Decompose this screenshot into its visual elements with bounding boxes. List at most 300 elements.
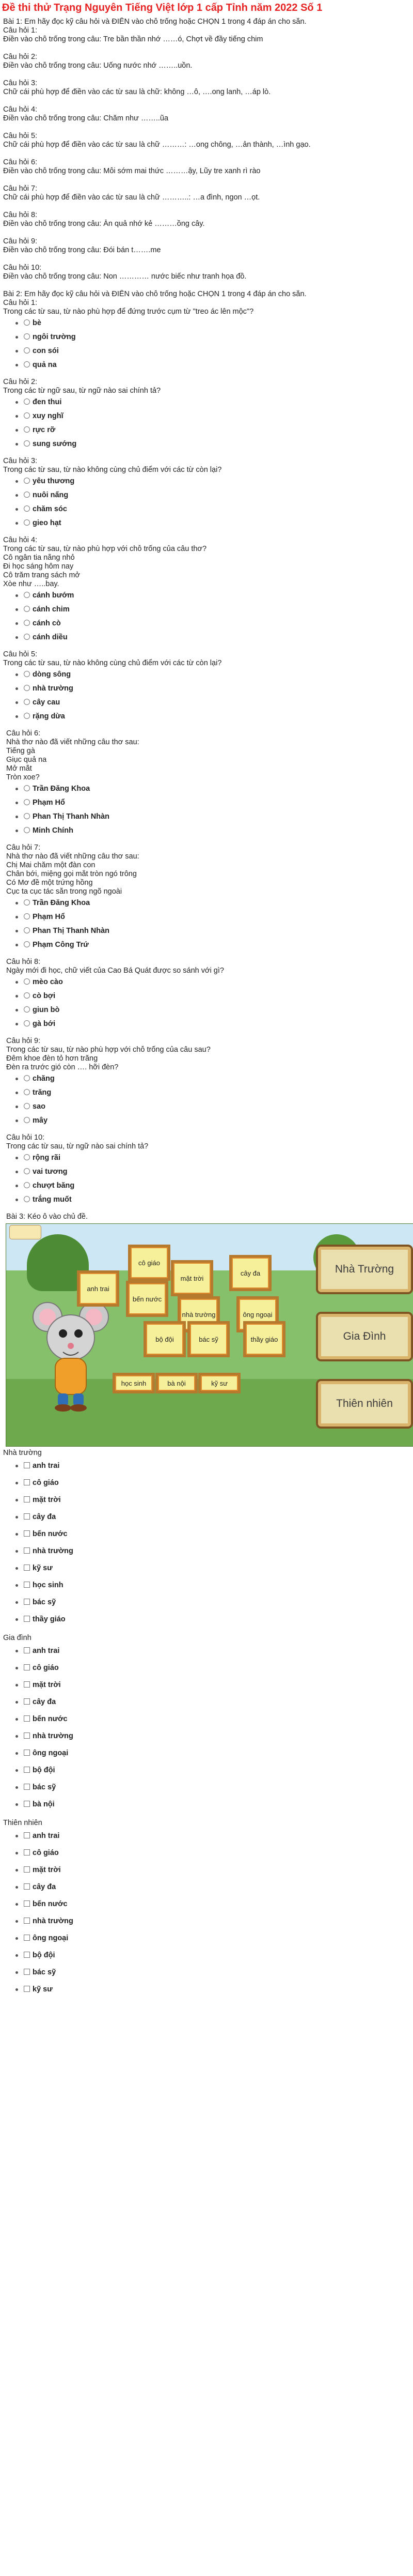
topic-checkbox-item[interactable] xyxy=(0,1526,413,1543)
answer-option[interactable] xyxy=(0,409,413,423)
checkbox-icon[interactable] xyxy=(24,1565,30,1571)
answer-options xyxy=(0,1072,413,1128)
checkbox-label: bến nước xyxy=(33,1715,68,1723)
topic-checkbox-item[interactable] xyxy=(0,1543,413,1560)
answer-option[interactable] xyxy=(0,975,413,989)
checkbox-label: anh trai xyxy=(33,1832,60,1840)
radio-icon[interactable] xyxy=(24,713,30,719)
draggable-word-tile[interactable]: cây đa xyxy=(229,1255,272,1291)
question-label: Câu hỏi 2: xyxy=(3,378,38,386)
question-text: Trong các từ sau, từ ngữ nào sai chính tả? xyxy=(6,1142,149,1151)
question-text: Điền vào chỗ trống trong câu: Uống nước nhớ ……..uồn. xyxy=(3,62,193,70)
question-text: Trong các từ ngữ sau, từ ngữ nào sai chính tả? xyxy=(3,387,161,395)
answer-option[interactable] xyxy=(0,344,413,358)
question-text: Điền vào chỗ trống trong câu: Chăm như ……..ũa xyxy=(3,114,169,122)
topic-checkbox-item[interactable] xyxy=(0,1762,413,1779)
question-label: Câu hỏi 8: xyxy=(3,211,38,219)
question-label: Câu hỏi 3: xyxy=(3,457,38,465)
question-label: Câu hỏi 1: xyxy=(3,299,38,307)
checkbox-label: anh trai xyxy=(33,1462,60,1470)
answer-options xyxy=(0,896,413,952)
topic-checkbox-item[interactable] xyxy=(0,1930,413,1947)
answer-option[interactable] xyxy=(0,810,413,824)
question-text: Cô ngân tia nắng nhỏ xyxy=(3,554,75,562)
checkbox-icon[interactable] xyxy=(24,1952,30,1958)
checkbox-label: cây đa xyxy=(33,1698,56,1706)
radio-icon[interactable] xyxy=(24,827,30,833)
answer-option[interactable] xyxy=(0,924,413,938)
answer-option-label: nhà trường xyxy=(33,684,73,693)
answer-option-label: cò bợi xyxy=(33,992,56,1000)
answer-option-label: sao xyxy=(33,1102,45,1111)
radio-icon[interactable] xyxy=(24,620,30,626)
topic-checkbox-item[interactable] xyxy=(0,1577,413,1594)
question-text: Đèn ra trước gió còn …. hỡi đèn? xyxy=(6,1063,119,1071)
answer-option-label: gieo hạt xyxy=(33,519,61,527)
checkbox-icon[interactable] xyxy=(24,1849,30,1856)
question-label: Câu hỏi 3: xyxy=(3,79,38,87)
question-text: Trong các từ sau, từ nào phù hợp với chỗ trống của câu sau? xyxy=(6,1046,211,1054)
topic-checkbox-item[interactable] xyxy=(0,1611,413,1628)
radio-icon[interactable] xyxy=(24,519,30,526)
radio-icon[interactable] xyxy=(24,426,30,433)
question-block xyxy=(0,536,413,645)
topic-checkbox-item[interactable] xyxy=(0,1694,413,1711)
topic-checkbox-item[interactable] xyxy=(0,1728,413,1745)
topic-checkbox-item[interactable] xyxy=(0,1845,413,1862)
answer-option-label: gà bới xyxy=(33,1020,56,1028)
checkbox-label: nhà trường xyxy=(33,1732,73,1740)
drop-target-topic[interactable]: Gia Đình xyxy=(316,1312,413,1361)
question-text: Đi học sáng hôm nay xyxy=(3,562,74,571)
radio-icon[interactable] xyxy=(24,478,30,484)
checkbox-icon[interactable] xyxy=(24,1866,30,1873)
checkbox-label: học sinh xyxy=(33,1581,63,1589)
answer-option-label: con sói xyxy=(33,347,59,355)
draggable-word-tile[interactable]: bà nội xyxy=(155,1373,198,1393)
answer-option[interactable] xyxy=(0,896,413,910)
radio-icon[interactable] xyxy=(24,699,30,705)
topic-checkbox-item[interactable] xyxy=(0,1475,413,1492)
radio-icon[interactable] xyxy=(24,1020,30,1026)
radio-icon[interactable] xyxy=(24,1089,30,1095)
radio-icon[interactable] xyxy=(24,899,30,906)
radio-icon[interactable] xyxy=(24,440,30,447)
radio-icon[interactable] xyxy=(24,347,30,354)
radio-icon[interactable] xyxy=(24,1117,30,1123)
radio-icon[interactable] xyxy=(24,992,30,999)
question-text: Ngày mới đi học, chữ viết của Cao Bá Quát được so sánh với gì? xyxy=(6,967,224,975)
question-text: Chữ cái phù hợp để điền vào các từ sau là chữ ………..: …a đình, ngon …ọt. xyxy=(3,193,260,202)
question-text: Trong các từ sau, từ nào không cùng chủ điểm với các từ còn lại? xyxy=(3,466,222,474)
radio-icon[interactable] xyxy=(24,634,30,640)
radio-icon[interactable] xyxy=(24,333,30,340)
checkbox-label: cô giáo xyxy=(33,1664,59,1672)
answer-option[interactable] xyxy=(0,488,413,502)
answer-option[interactable] xyxy=(0,423,413,437)
checkbox-label: kỹ sư xyxy=(33,1985,53,1994)
checkbox-label: bến nước xyxy=(33,1900,68,1908)
question-text: Trong các từ sau, từ nào không cùng chủ điểm với các từ còn lại? xyxy=(3,659,222,667)
checkbox-icon[interactable] xyxy=(24,1530,30,1537)
answer-option-label: rộng rãi xyxy=(33,1154,60,1162)
answer-option[interactable] xyxy=(0,516,413,530)
question-label: Câu hỏi 6: xyxy=(3,158,38,166)
question-text: Tròn xoe? xyxy=(6,773,40,781)
checkbox-icon[interactable] xyxy=(24,1479,30,1485)
topic-checkbox-item[interactable] xyxy=(0,1828,413,1845)
topic-checkbox-item[interactable] xyxy=(0,1509,413,1526)
checkbox-label: cô giáo xyxy=(33,1849,59,1857)
question-label: Câu hỏi 9: xyxy=(3,237,38,246)
topic-checkbox-item[interactable] xyxy=(0,1879,413,1896)
question-block xyxy=(0,457,413,530)
answer-option-label: ngôi trường xyxy=(33,333,76,341)
question-text: Điền vào chỗ trống trong câu: Đói bán t…….me xyxy=(3,246,161,254)
radio-icon[interactable] xyxy=(24,398,30,405)
answer-option[interactable] xyxy=(0,631,413,645)
question-text: Nhà thơ nào đã viết những câu thơ sau: xyxy=(6,738,139,746)
answer-option[interactable] xyxy=(0,1151,413,1165)
topic-checkbox-item[interactable] xyxy=(0,1862,413,1879)
topic-checkbox-item[interactable] xyxy=(0,1711,413,1728)
question-label: Câu hỏi 5: xyxy=(3,132,38,140)
part-2-intro: Bài 2: Em hãy đọc kỹ câu hỏi và ĐIỀN vào chỗ trống hoặc CHỌN 1 trong 4 đáp án cho sẵn. xyxy=(3,290,307,298)
checkbox-icon[interactable] xyxy=(24,1750,30,1756)
checkbox-label: bộ đội xyxy=(33,1951,55,1959)
question-block xyxy=(0,299,413,372)
answer-option[interactable] xyxy=(0,1003,413,1017)
checkbox-icon[interactable] xyxy=(24,1883,30,1890)
checkbox-icon[interactable] xyxy=(24,1784,30,1790)
checkbox-label: bác sỹ xyxy=(33,1598,56,1606)
answer-option-label: mây xyxy=(33,1116,48,1125)
answer-option[interactable] xyxy=(0,437,413,451)
checkbox-icon[interactable] xyxy=(24,1496,30,1502)
answer-option[interactable] xyxy=(0,682,413,696)
topic-checkbox-item[interactable] xyxy=(0,1796,413,1813)
answer-option[interactable] xyxy=(0,782,413,796)
topic-checkbox-item[interactable] xyxy=(0,1560,413,1577)
checkbox-label: cây đa xyxy=(33,1883,56,1891)
answer-option[interactable] xyxy=(0,1114,413,1128)
checkbox-label: mặt trời xyxy=(33,1496,61,1504)
radio-icon[interactable] xyxy=(24,799,30,805)
radio-icon[interactable] xyxy=(24,1006,30,1013)
answer-option-label: rặng dừa xyxy=(33,712,65,720)
answer-option[interactable] xyxy=(0,910,413,924)
answer-option[interactable] xyxy=(0,1086,413,1100)
checkbox-icon[interactable] xyxy=(24,1900,30,1907)
answer-option[interactable] xyxy=(0,938,413,952)
answer-options xyxy=(0,474,413,530)
checkbox-label: bộ đội xyxy=(33,1766,55,1774)
answer-option[interactable] xyxy=(0,796,413,810)
checkbox-label: bác sỹ xyxy=(33,1783,56,1791)
question-block xyxy=(0,650,413,724)
question-text: Tiếng gà xyxy=(6,747,35,755)
topic-checkbox-item[interactable] xyxy=(0,1913,413,1930)
draggable-word-tile[interactable]: bến nước xyxy=(126,1281,168,1317)
checkbox-label: bến nước xyxy=(33,1530,68,1538)
question-text: Xòe như …..bay. xyxy=(3,580,59,588)
draggable-word-tile[interactable]: bộ đội xyxy=(144,1321,186,1357)
answer-option[interactable] xyxy=(0,330,413,344)
answer-option-label: vai tương xyxy=(33,1168,68,1176)
checkbox-icon[interactable] xyxy=(24,1616,30,1622)
question-text: Mở mắt xyxy=(6,764,32,773)
question-text: Đêm khoe đèn tỏ hơn trăng xyxy=(6,1054,98,1063)
answer-option[interactable] xyxy=(0,1179,413,1193)
radio-icon[interactable] xyxy=(24,785,30,791)
checkbox-icon[interactable] xyxy=(24,1599,30,1605)
checkbox-label: anh trai xyxy=(33,1647,60,1655)
answer-options xyxy=(0,668,413,724)
drop-target-topic[interactable]: Thiên nhiên xyxy=(316,1379,413,1429)
checkbox-label: kỹ sư xyxy=(33,1564,53,1572)
answer-option-label: sung sướng xyxy=(33,440,77,448)
question-block xyxy=(0,729,413,838)
answer-option-label: mèo cào xyxy=(33,978,63,986)
topic-checkbox-item[interactable] xyxy=(0,1660,413,1677)
answer-option-label: cánh cò xyxy=(33,619,61,627)
checkbox-icon[interactable] xyxy=(24,1935,30,1941)
radio-icon[interactable] xyxy=(24,941,30,947)
answer-option-label: rực rỡ xyxy=(33,426,56,434)
question-text: Cục ta cục tác sẵn trong ngõ ngoài xyxy=(6,887,122,896)
answer-option-label: chượt băng xyxy=(33,1182,75,1190)
answer-option-label: cánh chim xyxy=(33,605,70,614)
radio-icon[interactable] xyxy=(24,1196,30,1202)
question-label: Câu hỏi 7: xyxy=(6,844,41,852)
topic-checkbox-item[interactable] xyxy=(0,1643,413,1660)
answer-option[interactable] xyxy=(0,710,413,724)
part-3 xyxy=(0,1213,413,1998)
question-label: Câu hỏi 5: xyxy=(3,650,38,658)
radio-icon[interactable] xyxy=(24,927,30,933)
answer-option[interactable] xyxy=(0,502,413,516)
answer-option[interactable] xyxy=(0,603,413,617)
answer-option-label: đen thui xyxy=(33,398,62,406)
answer-option-label: cánh diều xyxy=(33,633,68,641)
checkbox-icon[interactable] xyxy=(24,1547,30,1554)
radio-icon[interactable] xyxy=(24,492,30,498)
draggable-word-tile[interactable]: bác sỹ xyxy=(187,1321,230,1357)
topic-checkbox-item[interactable] xyxy=(0,1779,413,1796)
answer-options xyxy=(0,316,413,372)
checkbox-icon[interactable] xyxy=(24,1462,30,1468)
answer-option[interactable] xyxy=(0,824,413,838)
checkbox-label: thầy giáo xyxy=(33,1615,66,1623)
answer-option[interactable] xyxy=(0,395,413,409)
radio-icon[interactable] xyxy=(24,1075,30,1081)
radio-icon[interactable] xyxy=(24,412,30,419)
topic-checkbox-item[interactable] xyxy=(0,1947,413,1964)
topic-checkbox-item[interactable] xyxy=(0,1677,413,1694)
question-text: Điền vào chỗ trống trong câu: Mỗi sớm mai thức ………ậy, Lũy tre xanh rì rào xyxy=(3,167,261,175)
question-block xyxy=(0,1133,413,1207)
checkbox-icon[interactable] xyxy=(24,1801,30,1807)
question-text: Chị Mai chăm một đàn con xyxy=(6,861,96,869)
checkbox-label: ông ngoại xyxy=(33,1749,69,1757)
topic-checkbox-item[interactable] xyxy=(0,1594,413,1611)
radio-icon[interactable] xyxy=(24,606,30,612)
topic-group-label: Gia đình xyxy=(3,1634,31,1642)
radio-icon[interactable] xyxy=(24,1182,30,1188)
draggable-word-tile[interactable]: anh trai xyxy=(77,1270,119,1307)
draggable-word-tile[interactable]: nhà trường xyxy=(178,1296,220,1332)
topic-checkbox-item[interactable] xyxy=(0,1896,413,1913)
question-block xyxy=(0,1037,413,1128)
question-label: Câu hỏi 8: xyxy=(6,958,41,966)
answer-option[interactable] xyxy=(0,1017,413,1031)
answer-option-label: Minh Chính xyxy=(33,826,73,835)
checkbox-icon[interactable] xyxy=(24,1647,30,1653)
checkbox-label: bác sỹ xyxy=(33,1968,56,1976)
topic-group-label: Thiên nhiên xyxy=(3,1819,42,1827)
part-1-intro: Bài 1: Em hãy đọc kỹ câu hỏi và ĐIỀN vào chỗ trống hoặc CHỌN 1 trong 4 đáp án cho sẵn. xyxy=(3,18,307,26)
checkbox-icon[interactable] xyxy=(24,1969,30,1975)
drag-game-board xyxy=(6,1223,413,1447)
topic-checkbox-item[interactable] xyxy=(0,1745,413,1762)
answer-option-label: chăm sóc xyxy=(33,505,67,513)
answer-option[interactable] xyxy=(0,358,413,372)
answer-option[interactable] xyxy=(0,1193,413,1207)
question-text: Cô trăm trang sách mở xyxy=(3,571,80,579)
draggable-word-tile[interactable]: học sinh xyxy=(113,1373,155,1393)
radio-icon[interactable] xyxy=(24,1154,30,1160)
answer-option-label: trắng muốt xyxy=(33,1195,72,1204)
score-badge xyxy=(9,1225,41,1239)
part-3-intro: Bài 3: Kéo ô vào chủ đề. xyxy=(6,1213,88,1221)
question-label: Câu hỏi 6: xyxy=(6,729,41,738)
question-text: Chữ cái phù hợp để điền vào các từ sau là chữ: không …ô, ….ong lanh, …áp lò. xyxy=(3,88,271,96)
checkbox-label: nhà trường xyxy=(33,1547,73,1555)
draggable-word-tile[interactable]: ông ngoại xyxy=(236,1296,279,1332)
question-label: Câu hỏi 10: xyxy=(3,264,42,272)
checkbox-icon[interactable] xyxy=(24,1664,30,1670)
draggable-word-tile[interactable]: thầy giáo xyxy=(243,1321,285,1357)
answer-option-label: Trần Đăng Khoa xyxy=(33,785,90,793)
question-block xyxy=(0,378,413,451)
answer-option-label: yêu thương xyxy=(33,477,75,485)
part-2 xyxy=(0,290,413,1207)
checkbox-label: cây đa xyxy=(33,1513,56,1521)
answer-option-label: cây cau xyxy=(33,698,60,707)
question-block xyxy=(0,844,413,952)
answer-options xyxy=(0,395,413,451)
checkbox-label: mặt trời xyxy=(33,1681,61,1689)
checkbox-icon[interactable] xyxy=(24,1698,30,1705)
radio-icon[interactable] xyxy=(24,685,30,691)
radio-icon[interactable] xyxy=(24,671,30,677)
answer-option[interactable] xyxy=(0,696,413,710)
draggable-word-tile[interactable]: mặt trời xyxy=(171,1260,213,1296)
question-text: Chân bới, miệng gọi mắt tròn ngó trông xyxy=(6,870,137,878)
question-label: Câu hỏi 4: xyxy=(3,536,38,544)
radio-icon[interactable] xyxy=(24,505,30,512)
answer-option[interactable] xyxy=(0,617,413,631)
topic-checkbox-item[interactable] xyxy=(0,1981,413,1998)
question-text: Trong các từ sau, từ nào phù hợp với chỗ trống của câu thơ? xyxy=(3,545,207,553)
answer-option[interactable] xyxy=(0,316,413,330)
question-text: Điền vào chỗ trống trong câu: Ăn quả nhớ kẻ ………ồng cây. xyxy=(3,220,205,228)
topic-checkbox-list xyxy=(0,1643,413,1813)
question-text: Chữ cái phù hợp để điền vào các từ sau là chữ ………: …ong chông, …ản thành, …ình gạo. xyxy=(3,141,311,149)
radio-icon[interactable] xyxy=(24,1168,30,1174)
answer-options xyxy=(0,589,413,645)
checkbox-icon[interactable] xyxy=(24,1513,30,1520)
topic-checkbox-list xyxy=(0,1458,413,1628)
checkbox-icon[interactable] xyxy=(24,1832,30,1838)
answer-option[interactable] xyxy=(0,668,413,682)
answer-option[interactable] xyxy=(0,1072,413,1086)
answer-option-label: nuôi nấng xyxy=(33,491,69,499)
checkbox-icon[interactable] xyxy=(24,1986,30,1992)
answer-option-label: Phạm Hổ xyxy=(33,913,65,921)
radio-icon[interactable] xyxy=(24,319,30,326)
answer-option-label: Phan Thị Thanh Nhàn xyxy=(33,927,110,935)
question-text: Điền vào chỗ trống trong câu: Tre bần thần nhớ ……ó, Chợt về đầy tiếng chim xyxy=(3,35,263,43)
answer-option-label: chăng xyxy=(33,1075,55,1083)
question-label: Câu hỏi 7: xyxy=(3,185,38,193)
checkbox-label: nhà trường xyxy=(33,1917,73,1925)
answer-option-label: Phạm Hổ xyxy=(33,799,65,807)
question-label: Câu hỏi 4: xyxy=(3,105,38,114)
answer-option-label: xuy nghĩ xyxy=(33,412,63,420)
drop-target-topic[interactable]: Nhà Trường xyxy=(316,1245,413,1294)
topic-checkbox-item[interactable] xyxy=(0,1964,413,1981)
checkbox-label: ông ngoại xyxy=(33,1934,69,1942)
question-text: Điền vào chỗ trống trong câu: Non ………… nước biếc như tranh họa đồ. xyxy=(3,272,247,281)
answer-option-label: bè xyxy=(33,319,41,327)
answer-option-label: giun bò xyxy=(33,1006,60,1014)
checkbox-icon[interactable] xyxy=(24,1767,30,1773)
answer-option-label: cánh bướm xyxy=(33,591,74,600)
checkbox-icon[interactable] xyxy=(24,1732,30,1739)
radio-icon[interactable] xyxy=(24,1103,30,1109)
answer-option[interactable] xyxy=(0,589,413,603)
answer-option[interactable] xyxy=(0,1165,413,1179)
topic-checkbox-item[interactable] xyxy=(0,1492,413,1509)
checkbox-icon[interactable] xyxy=(24,1918,30,1924)
topic-group-label: Nhà trường xyxy=(3,1449,42,1457)
question-label: Câu hỏi 1: xyxy=(3,26,38,35)
question-label: Câu hỏi 2: xyxy=(3,53,38,61)
answer-option[interactable] xyxy=(0,1100,413,1114)
answer-option[interactable] xyxy=(0,989,413,1003)
radio-icon[interactable] xyxy=(24,361,30,367)
checkbox-label: mặt trời xyxy=(33,1866,61,1874)
checkbox-icon[interactable] xyxy=(24,1681,30,1688)
radio-icon[interactable] xyxy=(24,913,30,919)
radio-icon[interactable] xyxy=(24,978,30,985)
draggable-word-tile[interactable]: cô giáo xyxy=(128,1245,170,1281)
topic-checkbox-item[interactable] xyxy=(0,1458,413,1475)
radio-icon[interactable] xyxy=(24,813,30,819)
topic-checkbox-list xyxy=(0,1828,413,1998)
part-1 xyxy=(0,18,413,281)
draggable-word-tile[interactable]: kỹ sư xyxy=(198,1373,241,1393)
question-block xyxy=(0,958,413,1031)
checkbox-icon[interactable] xyxy=(24,1715,30,1722)
question-text: Giục quả na xyxy=(6,756,47,764)
checkbox-icon[interactable] xyxy=(24,1582,30,1588)
checkbox-label: bà nội xyxy=(33,1800,55,1808)
answer-option[interactable] xyxy=(0,474,413,488)
radio-icon[interactable] xyxy=(24,592,30,598)
answer-option-label: Trần Đăng Khoa xyxy=(33,899,90,907)
